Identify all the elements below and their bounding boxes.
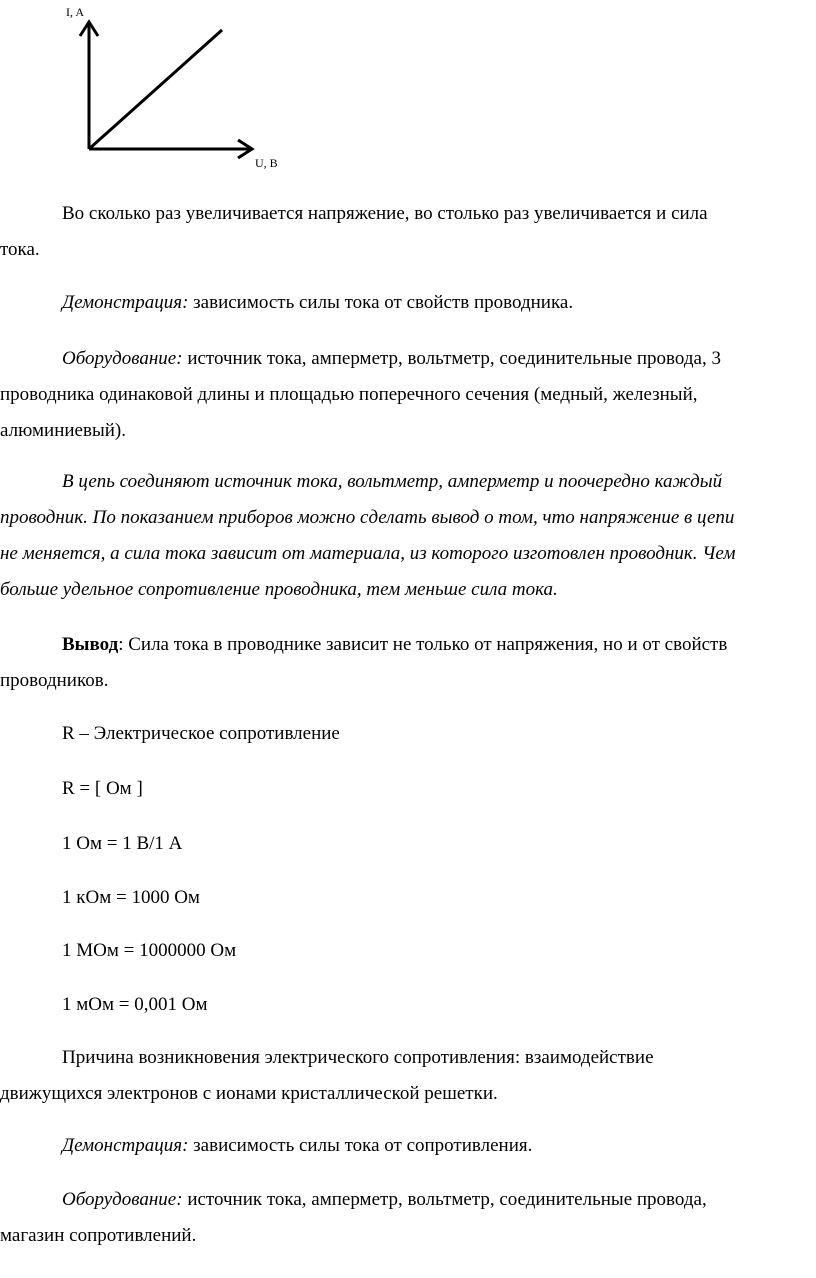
y-axis-label: I, A bbox=[66, 5, 84, 19]
formula-ohm: 1 Ом = 1 В/1 А bbox=[62, 833, 183, 854]
conclusion: Вывод: Сила тока в проводнике зависит не только от напряжения, но и от свойств проводников. bbox=[0, 634, 728, 691]
formula-milliohm: 1 мОм = 0,001 Ом bbox=[62, 994, 208, 1015]
proportionality-paragraph: Во сколько раз увеличивается напряжение, во столько раз увеличивается и сила тока. bbox=[0, 203, 708, 260]
formula-megaohm: 1 МОм = 1000000 Ом bbox=[62, 940, 237, 961]
equipment-label: Оборудование: bbox=[62, 348, 183, 369]
formula-resistance-unit: R = [ Ом ] bbox=[62, 778, 143, 799]
resistance-cause: Причина возникновения электрического сопротивления: взаимодействие движущихся электронов с ионами кристаллической решетки. bbox=[0, 1047, 654, 1104]
x-axis-label: U, B bbox=[255, 156, 278, 170]
proportional-line bbox=[89, 30, 222, 149]
formula-kiloohm: 1 кОм = 1000 Ом bbox=[62, 887, 200, 908]
equipment-2: Оборудование: источник тока, амперметр, вольтметр, соединительные провода, магазин сопротивлений. bbox=[0, 1189, 707, 1246]
equipment-label: Оборудование: bbox=[62, 1189, 183, 1210]
demonstration-label: Демонстрация: bbox=[62, 292, 189, 313]
demonstration-2: Демонстрация: зависимость силы тока от сопротивления. bbox=[62, 1135, 533, 1156]
conclusion-label: Вывод bbox=[62, 634, 119, 655]
formula-resistance-definition: R – Электрическое сопротивление bbox=[62, 723, 340, 744]
current-voltage-graph bbox=[0, 0, 300, 180]
equipment-1: Оборудование: источник тока, амперметр, вольтметр, соединительные провода, 3 проводника одинаковой длины и площадью поперечного сечения (медный, железный, алюминиевый). bbox=[0, 348, 721, 441]
demonstration-1: Демонстрация: зависимость силы тока от свойств проводника. bbox=[62, 292, 574, 313]
demonstration-label: Демонстрация: bbox=[62, 1135, 189, 1156]
experiment-description: В цепь соединяют источник тока, вольтметр, амперметр и поочередно каждый проводник. По показанием приборов можно сделать вывод о том, что напряжение в цепи не меняется, а сила тока зависит от материала, из которого изготовлен проводник. Чем больше удельное сопротивление проводника, тем меньше сила тока. bbox=[0, 471, 736, 600]
